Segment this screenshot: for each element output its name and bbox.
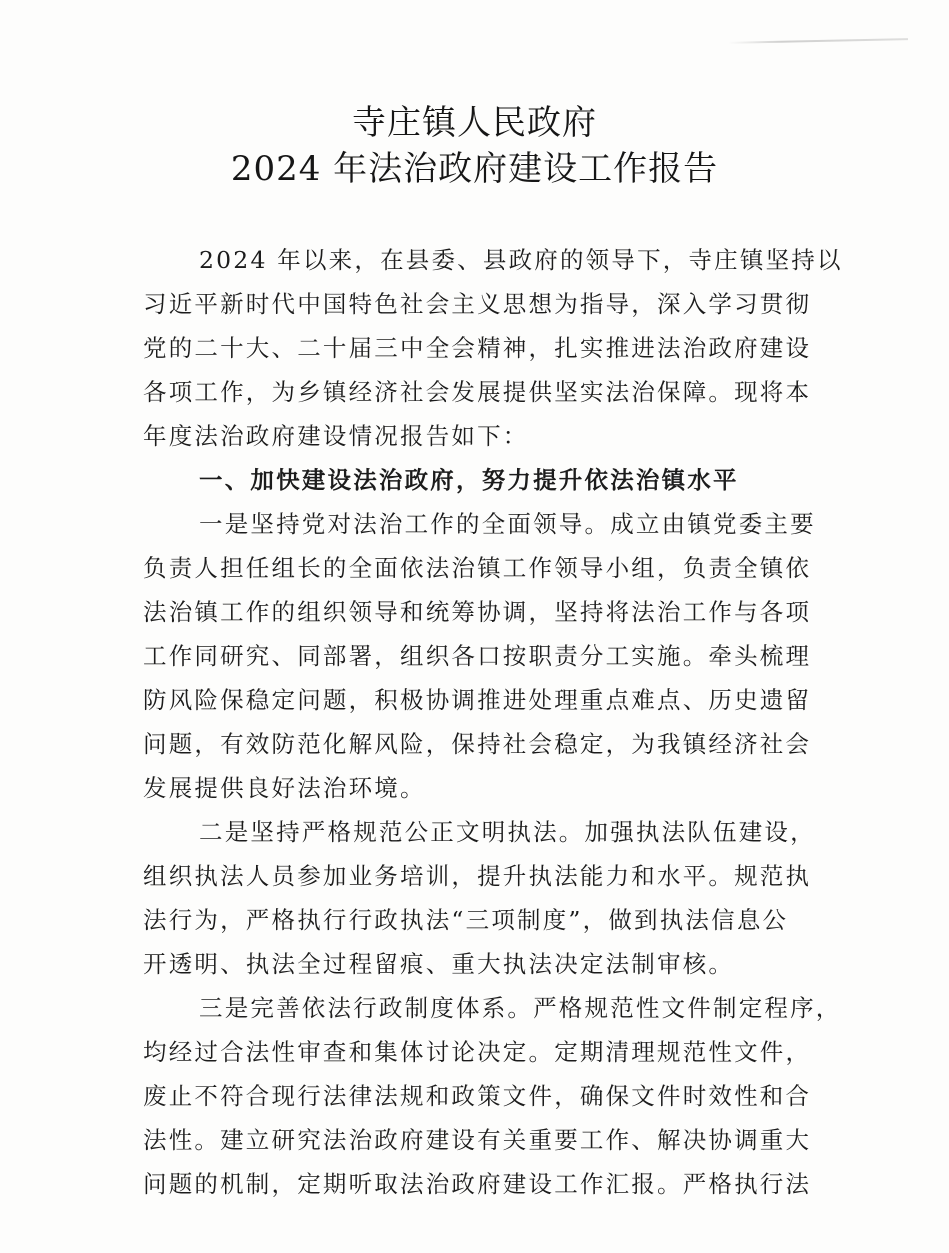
para2-line: 组织执法人员参加业务培训，提升执法能力和水平。规范执 [143, 862, 812, 890]
para1-line: 工作同研究、同部署，组织各口按职责分工实施。牵头梳理 [143, 642, 812, 670]
para3-line: 废止不符合现行法律法规和政策文件，确保文件时效性和合 [143, 1082, 812, 1110]
para3-line: 法性。建立研究法治政府建设有关重要工作、解决协调重大 [143, 1126, 812, 1154]
para2-line: 法行为，严格执行行政执法“三项制度”，做到执法信息公 [143, 906, 789, 934]
intro-line: 各项工作，为乡镇经济社会发展提供坚实法治保障。现将本 [143, 378, 812, 406]
document-body [143, 238, 843, 1206]
intro-line: 年度法治政府建设情况报告如下： [143, 422, 529, 450]
para1-line: 法治镇工作的组织领导和统筹协调，坚持将法治工作与各项 [143, 598, 812, 626]
para3-line: 均经过合法性审查和集体讨论决定。定期清理规范性文件， [143, 1038, 812, 1066]
intro-line: 习近平新时代中国特色社会主义思想为指导，深入学习贯彻 [143, 290, 812, 318]
para1-line: 防风险保稳定问题，积极协调推进处理重点难点、历史遗留 [143, 686, 812, 714]
para2-line: 二是坚持严格规范公正文明执法。加强执法队伍建设， [199, 818, 816, 846]
intro-line: 2024 年以来，在县委、县政府的领导下，寺庄镇坚持以 [199, 246, 843, 274]
document-title [0, 100, 949, 192]
scan-artifact [728, 38, 908, 44]
para1-line: 问题，有效防范化解风险，保持社会稳定，为我镇经济社会 [143, 730, 812, 758]
para3-line: 三是完善依法行政制度体系。严格规范性文件制定程序， [199, 994, 842, 1022]
para3-line: 问题的机制，定期听取法治政府建设工作汇报。严格执行法 [143, 1170, 812, 1198]
section-heading: 一、加快建设法治政府，努力提升依法治镇水平 [199, 466, 739, 494]
para2-line: 开透明、执法全过程留痕、重大执法决定法制审核。 [143, 950, 735, 978]
para1-line: 一是坚持党对法治工作的全面领导。成立由镇党委主要 [199, 510, 816, 538]
para1-line: 发展提供良好法治环境。 [143, 774, 426, 802]
intro-line: 党的二十大、二十届三中全会精神，扎实推进法治政府建设 [143, 334, 812, 362]
title-line-2: 2024 年法治政府建设工作报告 [230, 149, 719, 189]
para1-line: 负责人担任组长的全面依法治镇工作领导小组，负责全镇依 [143, 554, 812, 582]
title-line-1: 寺庄镇人民政府 [352, 103, 597, 143]
